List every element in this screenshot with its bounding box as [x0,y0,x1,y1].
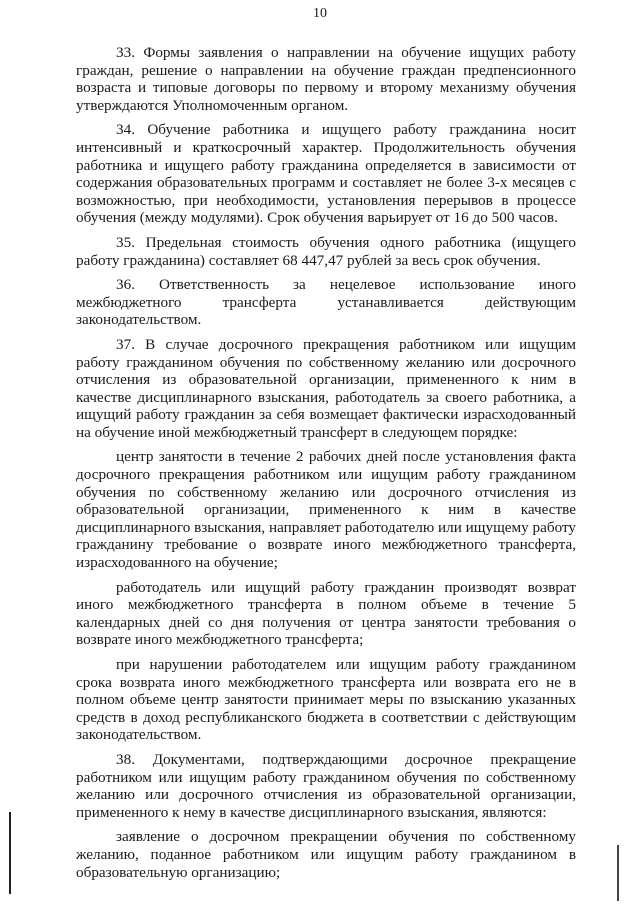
paragraph-38: 38. Документами, подтверждающими досрочное прекращение работником или ищущим работу гражданином обучения по собственному желанию или досрочного отчисления из образовательной организации, примененного к нему в качестве дисциплинарного взыскания, являются: [76,750,576,821]
scan-edge-left [9,812,11,894]
scan-edge-right [617,845,619,901]
paragraph-36: 36. Ответственность за нецелевое использование иного межбюджетного трансферта устанавливается действующим законодательством. [76,276,576,329]
document-body [76,44,576,888]
paragraph-37-item-1: центр занятости в течение 2 рабочих дней после установления факта досрочного прекращения работником или ищущим работу гражданином обучения по собственному желанию или досрочного отчисления из образовательной организации, примененного к ним в качестве дисциплинарного взыскания, направляет работодателю или ищущему работу гражданину требование о возврате иного межбюджетного трансферта, израсходованного на обучение; [76,448,576,572]
paragraph-34: 34. Обучение работника и ищущего работу гражданина носит интенсивный и краткосрочный характер. Продолжительность обучения работника и ищущего работу гражданина определяется в зависимости от содержания образовательных программ и составляет не более 3-х месяцев с возможностью, при необходимости, установления перерывов в процессе обучения (между модулями). Срок обучения варьирует от 16 до 500 часов. [76,121,576,227]
paragraph-35: 35. Предельная стоимость обучения одного работника (ищущего работу гражданина) составляет 68 447,47 рублей за весь срок обучения. [76,233,576,269]
page-number: 10 [313,6,327,21]
paragraph-37-item-2: работодатель или ищущий работу гражданин производят возврат иного межбюджетного трансферта в полном объеме в течение 5 календарных дней со дня получения от центра занятости требования о возврате иного межбюджетного трансферта; [76,578,576,649]
paragraph-37: 37. В случае досрочного прекращения работником или ищущим работу гражданином обучения по собственному желанию или досрочного отчисления из образовательной организации, примененного к ним в качестве дисциплинарного взыскания, работодатель за своего работника, а ищущий работу гражданин за себя возмещает фактически израсходованный на обучение иной межбюджетный трансферт в следующем порядке: [76,335,576,441]
paragraph-37-item-3: при нарушении работодателем или ищущим работу гражданином срока возврата иного межбюджетного трансферта или возврата его не в полном объеме центр занятости принимает меры по взысканию указанных средств в доход республиканского бюджета в соответствии с действующим законодательством. [76,656,576,744]
paragraph-38-item-1: заявление о досрочном прекращении обучения по собственному желанию, поданное работником или ищущим работу гражданином в образовательную организацию; [76,828,576,881]
paragraph-33: 33. Формы заявления о направлении на обучение ищущих работу граждан, решение о направлении на обучение граждан предпенсионного возраста и типовые договоры по первому и второму механизму обучения утверждаются Уполномоченным органом. [76,44,576,114]
